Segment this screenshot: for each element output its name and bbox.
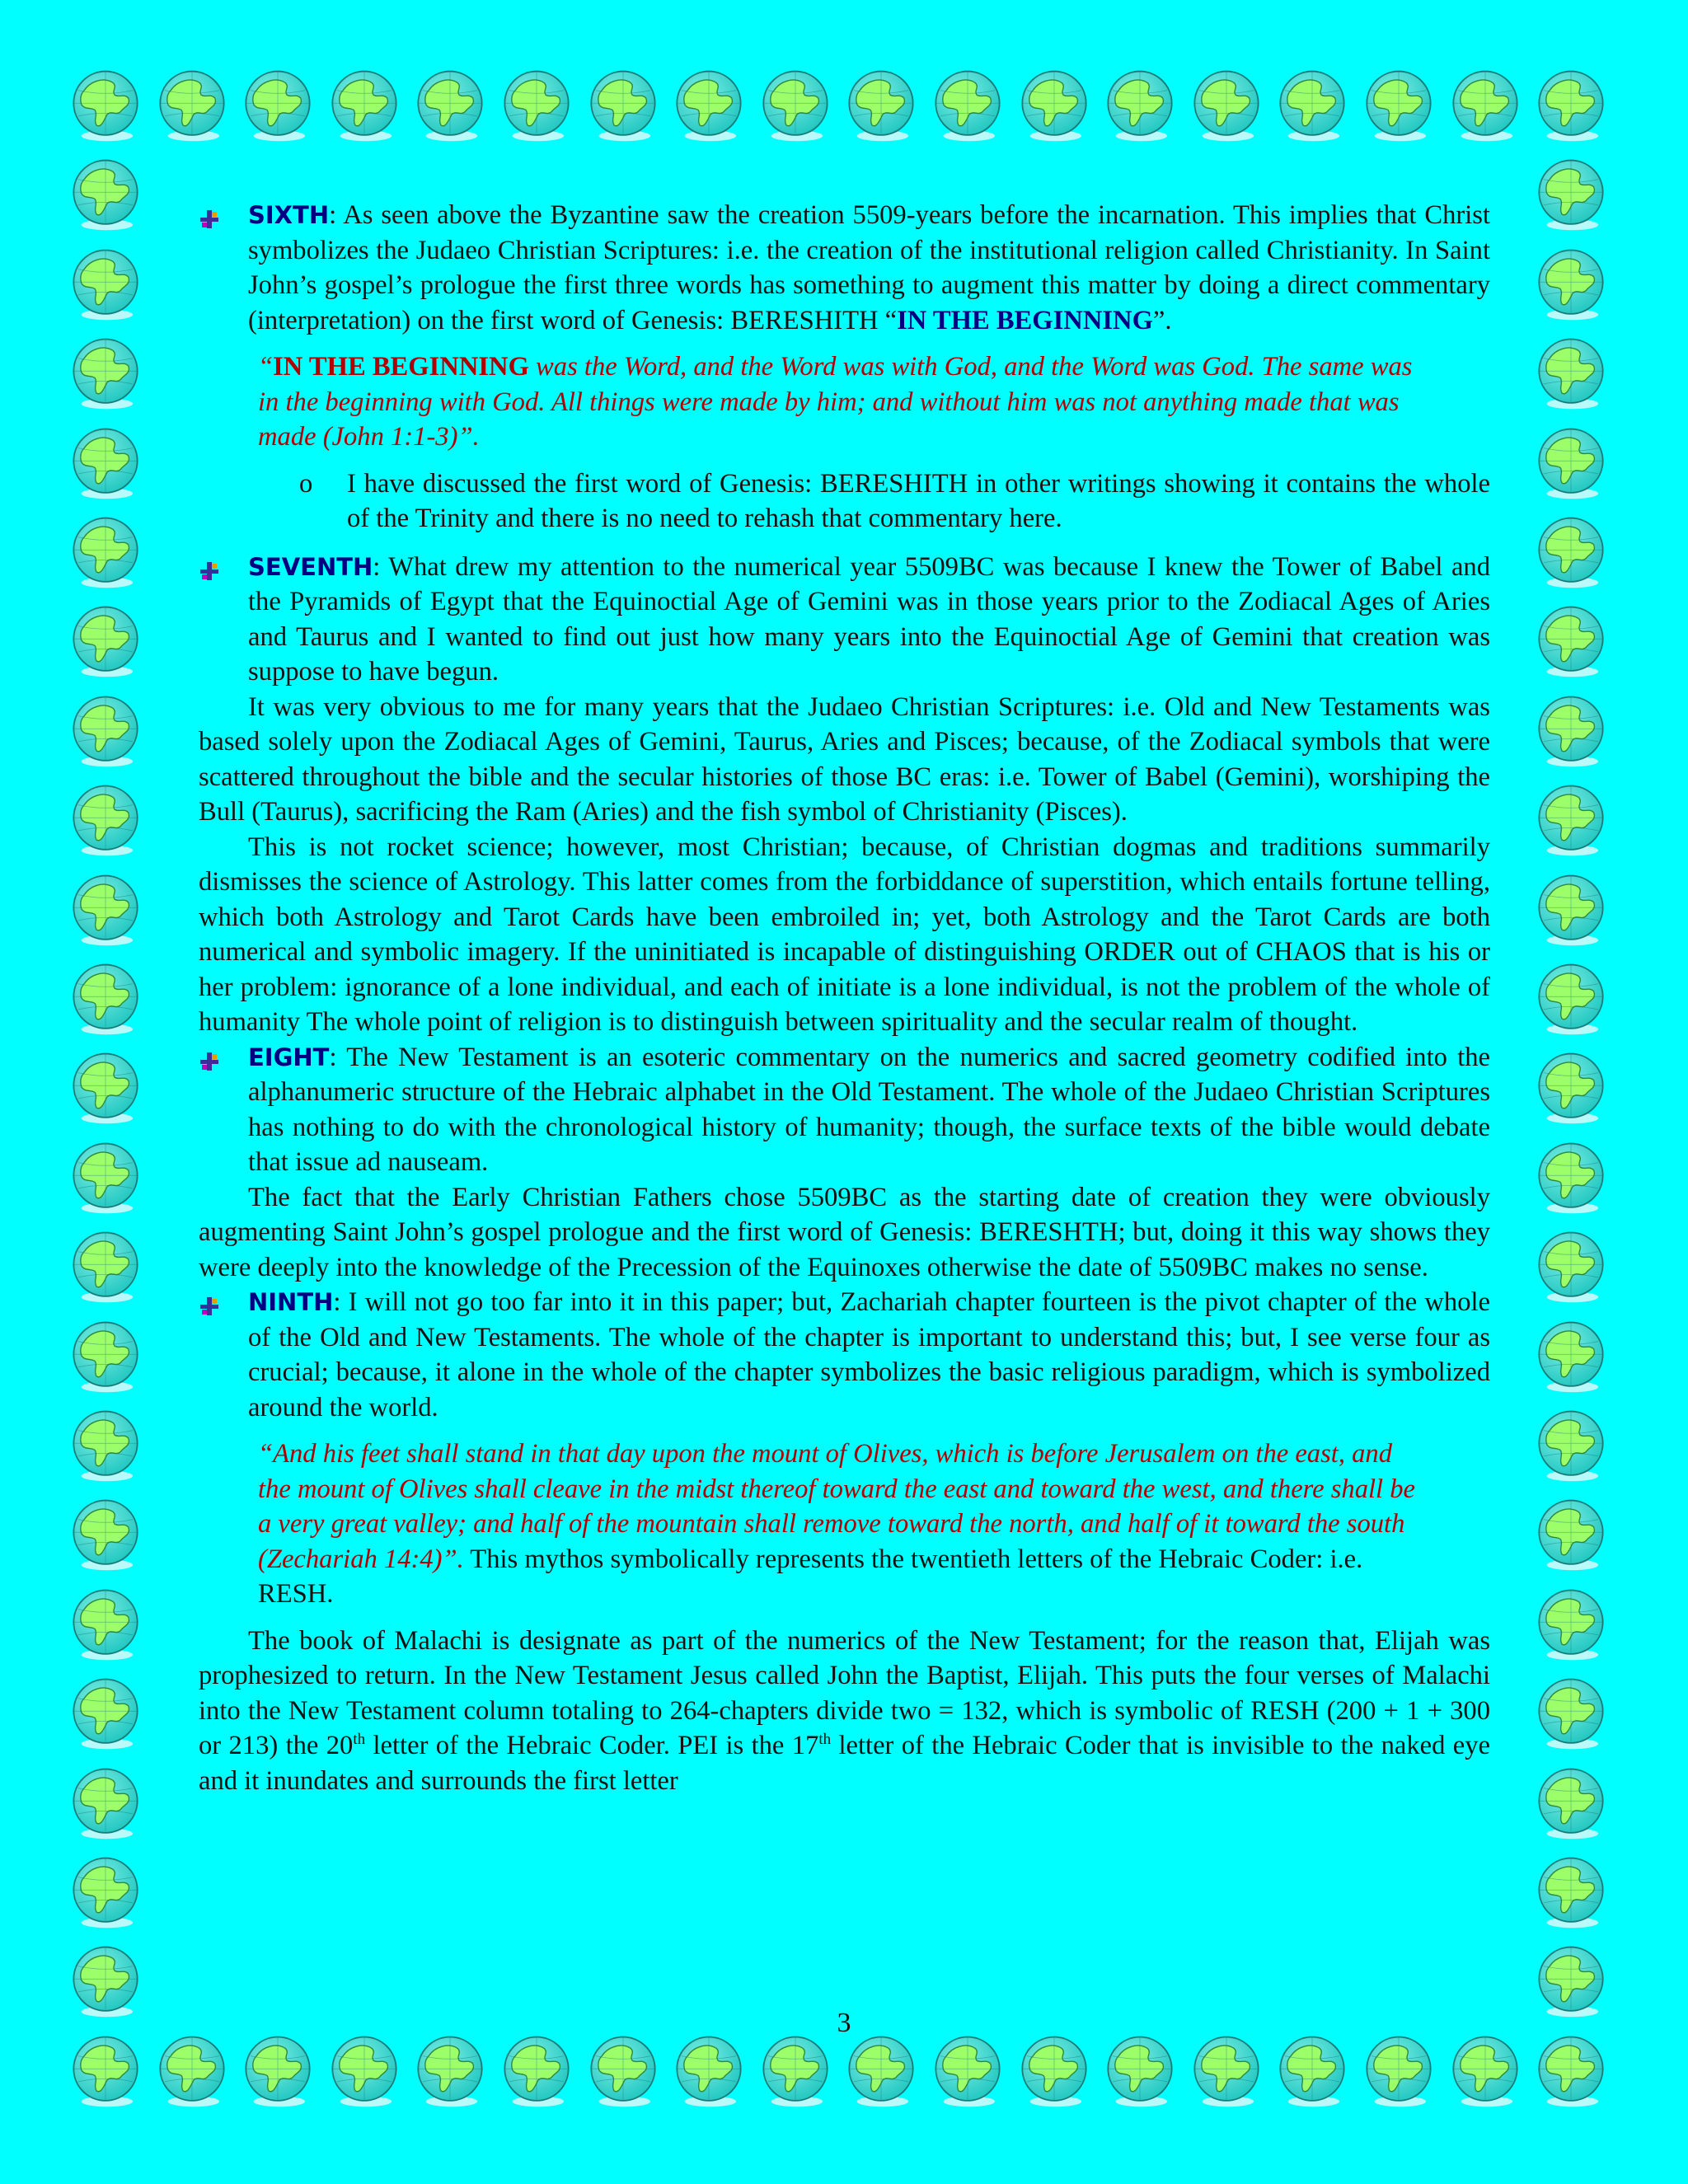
zechariah-quote — [258, 1436, 1431, 1612]
globe-icon — [240, 2033, 316, 2109]
globe-icon — [68, 1854, 143, 1930]
globe-icon — [68, 1675, 143, 1751]
globe-icon — [68, 68, 143, 143]
globe-icon — [1016, 68, 1092, 143]
globe-icon — [671, 68, 747, 143]
globe-icon — [68, 335, 143, 411]
globe-icon — [1533, 68, 1609, 143]
bullet-cross-icon — [199, 204, 220, 226]
john-quote-lead: “ — [258, 352, 274, 382]
globe-icon — [1533, 2033, 1609, 2109]
bullet-cross-icon — [199, 1291, 220, 1313]
globe-icon — [1361, 2033, 1437, 2109]
globe-icon — [68, 514, 143, 590]
sixth-emphasis: IN THE BEGINNING — [897, 305, 1153, 335]
sixth-subpoint-text: I have discussed the first word of Genesis: BERESHITH in other writings showing it contains the whole of the Trinity and there is no need to rehash that commentary here. — [347, 468, 1490, 533]
globe-icon — [68, 782, 143, 858]
malachi-sup-2: th — [818, 1731, 832, 1749]
globe-icon — [412, 2033, 488, 2109]
globe-icon — [68, 1765, 143, 1841]
globe-icon — [1533, 1140, 1609, 1216]
globe-icon — [1189, 68, 1264, 143]
globe-icon — [1533, 1675, 1609, 1751]
malachi-text-1: The book of Malachi is designate as part of the numerics of the New Testament; for the reason that, Elijah was prophesized to return. In the New Testament Jesus called John the Baptist, Elijah. This puts the four verses of Malachi into the New Testament column totaling to 264-chapters divide two = 132, which is symbolic of RESH (200 + 1 + 300 or 213) the 20 — [199, 1625, 1490, 1760]
globe-icon — [1016, 2033, 1092, 2109]
circle-bullet-icon: o — [299, 468, 313, 499]
seventh-paragraph-1: It was very obvious to me for many years that the Judaeo Christian Scriptures: i.e. Old and New Testaments was based solely upon the Zodiacal Ages of Gemini, Taurus, Aries and Pisces; because, of the Zodiacal symbols that were scattered throughout the bible and the secular histories of those BC eras: i.e. Tower of Babel (Gemini), worshiping the Bull (Taurus), sacrificing the Ram (Aries) and the fish symbol of Christianity (Pisces). — [199, 691, 1490, 827]
globe-icon — [68, 1408, 143, 1483]
globe-icon — [499, 68, 574, 143]
bullet-sixth — [199, 198, 1490, 338]
bullet-ninth — [199, 1285, 1490, 1425]
john-quote-strong: IN THE BEGINNING — [273, 352, 529, 382]
globe-icon — [68, 425, 143, 501]
globe-icon — [1533, 782, 1609, 858]
globe-icon — [68, 1319, 143, 1394]
globe-icon — [326, 68, 402, 143]
seventh-paragraph-2: This is not rocket science; however, most Christian; because, of Christian dogmas and traditions summarily dismisses the science of Astrology. This latter comes from the forbiddance of superstition, which entails fortune telling, which both Astrology and Tarot Cards have been embroiled in; yet, both Astrology and the Tarot Cards are both numerical and symbolic imagery. If the uninitiated is incapable of distinguishing ORDER out of CHAOS that is his or her problem: ignorance of a lone individual, and each of initiate is a lone individual, is not the problem of the whole of humanity The whole point of religion is to distinguish between spirituality and the secular realm of thought. — [199, 832, 1490, 1037]
globe-icon — [1533, 1408, 1609, 1483]
globe-icon — [1533, 1765, 1609, 1841]
sixth-text: : As seen above the Byzantine saw the creation 5509-years before the incarnation. This implies that Christ symbolizes the Judaeo Christian Scriptures: i.e. the creation of the institutional religion called Christianity. In Saint John’s gospel’s prologue the first three words has something to augment this matter by doing a direct commentary (interpretation) on the first word of Genesis: BERESHITH “ — [248, 200, 1490, 335]
sixth-tail: ”. — [1152, 305, 1172, 335]
globe-icon — [930, 2033, 1006, 2109]
globe-icon — [1533, 514, 1609, 590]
zechariah-quote-after: This mythos symbolically represents the twentieth letters of the Hebraic Coder: i.e. RESH. — [258, 1544, 1363, 1609]
globe-icon — [671, 2033, 747, 2109]
globe-icon — [1533, 1497, 1609, 1572]
globe-icon — [68, 961, 143, 1037]
bullet-key-eight: EIGHT — [248, 1043, 330, 1071]
globe-icon — [930, 68, 1006, 143]
bullet-key-sixth: SIXTH — [248, 201, 330, 229]
malachi-paragraph — [199, 1624, 1490, 1799]
globe-icon — [1533, 872, 1609, 948]
globe-icon — [68, 1050, 143, 1126]
globe-icon — [68, 1229, 143, 1305]
globe-icon — [1533, 157, 1609, 232]
globe-icon — [1533, 1319, 1609, 1394]
globe-icon — [1533, 603, 1609, 679]
globe-icon — [585, 2033, 661, 2109]
globe-icon — [843, 68, 919, 143]
globe-icon — [1102, 2033, 1178, 2109]
globe-icon — [1447, 68, 1523, 143]
globe-icon — [68, 872, 143, 948]
page-body — [199, 198, 1490, 1798]
globe-icon — [154, 68, 230, 143]
globe-icon — [412, 68, 488, 143]
globe-icon — [68, 1586, 143, 1662]
globe-icon — [68, 157, 143, 232]
globe-icon — [585, 68, 661, 143]
globe-icon — [68, 693, 143, 769]
ninth-text: : I will not go too far into it in this paper; but, Zachariah chapter fourteen is the pivot chapter of the whole of the Old and New Testaments. The whole of the chapter is important to understand this; but, I see verse four as crucial; because, it alone in the whole of the chapter symbolizes the basic religious paradigm, which is symbolized around the world. — [248, 1287, 1490, 1422]
globe-icon — [1533, 1854, 1609, 1930]
globe-icon — [68, 1140, 143, 1216]
malachi-text-3: letter of the Hebraic Coder that is invisible to the naked eye and it inundates and surrounds the first letter — [199, 1731, 1491, 1796]
globe-icon — [1533, 693, 1609, 769]
globe-icon — [154, 2033, 230, 2109]
bullet-key-ninth: NINTH — [248, 1288, 334, 1316]
malachi-sup-1: th — [353, 1731, 366, 1749]
eight-text: : The New Testament is an esoteric commentary on the numerics and sacred geometry codified into the alphanumeric structure of the Hebraic alphabet in the Old Testament. The whole of the Judaeo Christian Scriptures has nothing to do with the chronological history of humanity; though, the surface texts of the bible would debate that issue ad nauseam. — [248, 1042, 1490, 1177]
seventh-text: : What drew my attention to the numerical year 5509BC was because I knew the Tower of Babel and the Pyramids of Egypt that the Equinoctial Age of Gemini was in those years prior to the Zodiacal Ages of Aries and Taurus and I wanted to find out just how many years into the Equinoctial Age of Gemini that creation was suppose to have begun. — [248, 551, 1490, 687]
globe-icon — [1533, 335, 1609, 411]
globe-icon — [240, 68, 316, 143]
globe-icon — [1533, 961, 1609, 1037]
globe-icon — [68, 1497, 143, 1572]
globe-icon — [757, 68, 833, 143]
globe-icon — [1189, 2033, 1264, 2109]
bullet-seventh — [199, 550, 1490, 690]
globe-icon — [1447, 2033, 1523, 2109]
globe-icon — [499, 2033, 574, 2109]
globe-icon — [1533, 246, 1609, 322]
globe-icon — [326, 2033, 402, 2109]
bullet-key-seventh: SEVENTH — [248, 552, 373, 581]
globe-icon — [68, 246, 143, 322]
globe-icon — [1102, 68, 1178, 143]
globe-icon — [1274, 2033, 1350, 2109]
bullet-cross-icon — [199, 556, 220, 578]
zechariah-quote-text: “And his feet shall stand in that day upon the mount of Olives, which is before Jerusalem on the east, and the mount of Olives shall cleave in the midst thereof toward the east and toward the west, and there shall be a very great valley; and half of the mountain shall remove toward the north, and half of it toward the south (Zechariah 14:4)”. — [258, 1439, 1415, 1574]
globe-icon — [843, 2033, 919, 2109]
globe-icon — [68, 603, 143, 679]
globe-icon — [1533, 1229, 1609, 1305]
malachi-text-2: letter of the Hebraic Coder. PEI is the 17 — [365, 1731, 819, 1760]
page-number: 3 — [837, 2008, 851, 2038]
globe-icon — [68, 2033, 143, 2109]
globe-icon — [757, 2033, 833, 2109]
eight-paragraph-1: The fact that the Early Christian Fathers chose 5509BC as the starting date of creation they were obviously augmenting Saint John’s gospel prologue and the first word of Genesis: BERESHTH; but, doing it this way shows they were deeply into the knowledge of the Precession of the Equinoxes otherwise the date of 5509BC makes no sense. — [199, 1182, 1490, 1282]
globe-icon — [1533, 425, 1609, 501]
john-quote — [258, 349, 1431, 455]
globe-icon — [1533, 1586, 1609, 1662]
globe-icon — [1361, 68, 1437, 143]
bullet-cross-icon — [199, 1047, 220, 1068]
globe-icon — [1533, 1050, 1609, 1126]
john-quote-rest: was the Word, and the Word was with God, and the Word was God. The same was in the beginning with God. All things were made by him; and without him was not anything made that was made (John 1:1-3)”. — [258, 352, 1413, 452]
bullet-eight — [199, 1040, 1490, 1180]
sixth-subpoint — [199, 466, 1490, 537]
globe-icon — [1274, 68, 1350, 143]
